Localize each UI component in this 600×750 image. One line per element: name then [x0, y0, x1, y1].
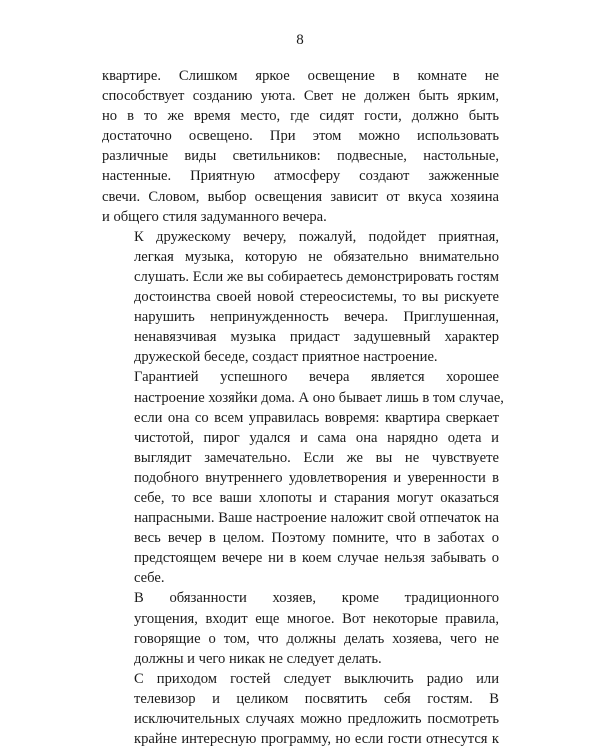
- text-line: настенные. Приятную атмосферу создают зажженные: [102, 168, 499, 185]
- text-line: говорящие о том, что должны делать хозяева, чего не: [134, 630, 499, 647]
- text-line: дружеской беседе, создаст приятное настроение.: [134, 349, 438, 366]
- text-line: К дружескому вечеру, пожалуй, подойдет приятная,: [134, 228, 499, 245]
- text-line: исключительных случаях можно предложить посмотреть: [134, 711, 499, 727]
- text-line: слушать. Если же вы собираетесь демонстрировать гостям: [134, 268, 499, 285]
- text-line: различные виды светильников: подвесные, настольные,: [102, 148, 499, 165]
- text-line: ненавязчивая музыка придаст задушевный характер: [134, 329, 499, 346]
- text-line: если она со всем управилась вовремя: квартира сверкает: [134, 409, 499, 426]
- paragraph: [102, 669, 499, 749]
- paragraph: [102, 588, 499, 668]
- text-line: Гарантией успешного вечера является хорошее: [134, 369, 499, 386]
- text-line: квартире. Слишком яркое освещение в комнате не: [102, 68, 499, 84]
- paragraph: [102, 227, 499, 368]
- text-line: настроение хозяйки дома. А оно бывает лишь в том случае,: [134, 389, 504, 406]
- text-line: подобного внутреннего удовлетворения и уверенности в: [134, 469, 499, 486]
- text-line: свечи. Словом, выбор освещения зависит от вкуса хозяина: [102, 188, 499, 205]
- text-line: телевизор и целиком посвятить себя гостям. В: [134, 690, 499, 707]
- text-line: но в то же время место, где сидят гости, должно быть: [102, 108, 499, 125]
- text-line: чистотой, пирог удался и сама она нарядно одета и: [134, 429, 499, 446]
- text-line: и общего стиля задуманного вечера.: [102, 208, 327, 225]
- text-line: достаточно освещено. При этом можно использовать: [102, 128, 499, 145]
- text-body: [102, 66, 504, 749]
- text-line: должны и чего никак не следует делать.: [134, 650, 382, 667]
- text-line: угощения, входит еще многое. Вот некоторые правила,: [134, 610, 499, 627]
- text-line: В обязанности хозяев, кроме традиционного: [134, 590, 499, 607]
- text-line: весь вечер в целом. Поэтому помните, что в заботах о: [134, 530, 499, 547]
- text-line: себе, то все ваши хлопоты и старания могут оказаться: [134, 489, 499, 506]
- text-line: себе.: [134, 570, 165, 587]
- paragraph: [102, 367, 504, 588]
- text-line: предстоящем вечере ни в коем случае нельзя забывать о: [134, 550, 499, 567]
- text-line: способствует созданию уюта. Свет не должен быть ярким,: [102, 88, 499, 105]
- text-line: крайне интересную программу, но если гости отнесутся к: [134, 731, 499, 748]
- text-line: напрасными. Ваше настроение наложит свой отпечаток на: [134, 510, 499, 527]
- text-line: легкая музыка, которую не обязательно внимательно: [134, 248, 499, 265]
- text-line: С приходом гостей следует выключить радио или: [134, 670, 499, 687]
- paragraph: [102, 66, 499, 227]
- text-line: нарушить непринужденность вечера. Приглушенная,: [134, 309, 499, 326]
- text-line: достоинства своей новой стереосистемы, то вы рискуете: [134, 289, 499, 306]
- page-number: 8: [296, 32, 304, 48]
- text-line: выглядит замечательно. Если же вы не чувствуете: [134, 449, 499, 466]
